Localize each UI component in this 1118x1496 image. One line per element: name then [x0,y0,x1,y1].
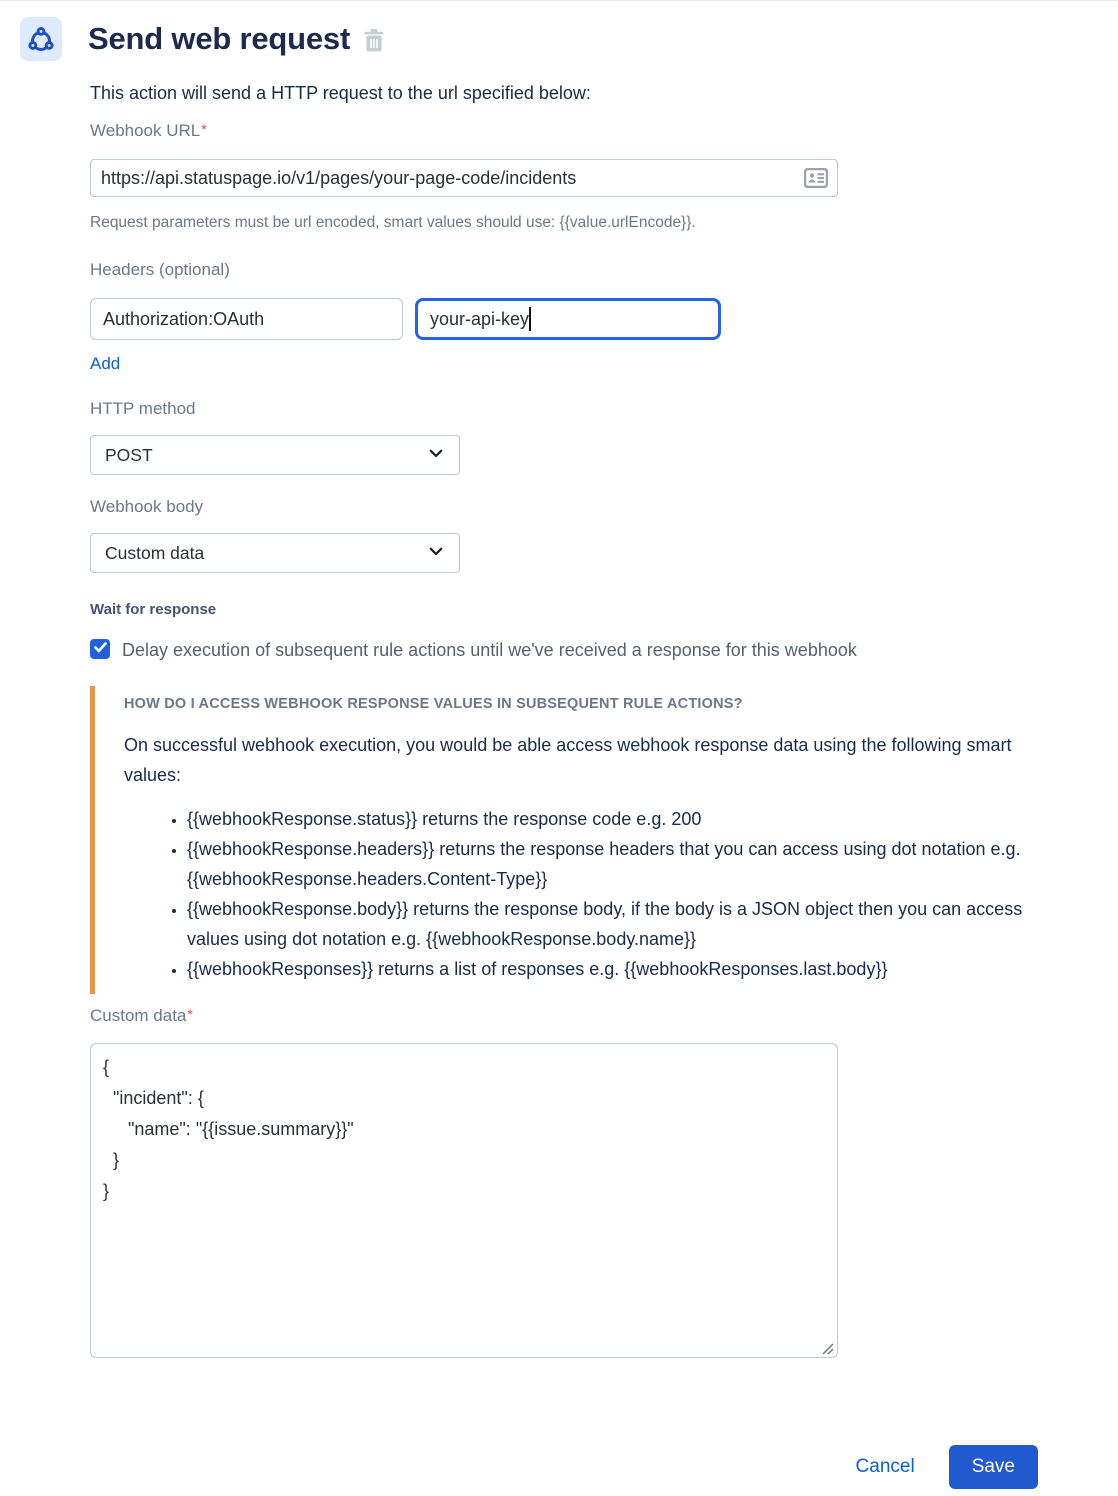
save-button[interactable]: Save [949,1445,1038,1489]
list-item: • {{webhookResponse.headers}} returns the response headers that you can access using dot notation e.g. {{webhookResponse.headers.Content-Type}} [187,834,1067,894]
list-item: • {{webhookResponse.status}} returns the response code e.g. 200 [187,804,1067,834]
delay-execution-label[interactable]: Delay execution of subsequent rule actions until we've received a response for this webhook [122,640,857,660]
delay-execution-checkbox[interactable] [90,639,110,659]
required-asterisk: * [187,1006,193,1022]
wait-for-response-label: Wait for response [90,601,217,618]
footer-actions [856,1445,1038,1489]
header-value-input[interactable] [415,298,721,340]
chevron-down-icon [427,444,445,467]
header-row-1 [90,298,1050,340]
contact-card-icon [804,175,828,192]
webhook-body-label: Webhook body [90,497,204,516]
custom-data-label: Custom data* [90,1006,193,1025]
resize-handle-icon[interactable] [820,1341,834,1355]
webhook-body-select[interactable] [90,533,460,573]
info-panel-heading: HOW DO I ACCESS WEBHOOK RESPONSE VALUES IN SUBSEQUENT RULE ACTIONS? [124,696,743,712]
smart-values-picker-button[interactable] [802,166,830,190]
add-header-link[interactable]: Add [90,354,121,373]
custom-data-textarea[interactable] [90,1043,838,1358]
trash-icon [362,41,386,58]
delete-action-button[interactable] [362,28,386,54]
header [20,17,1118,61]
smart-values-list [124,804,1055,984]
list-item: • {{webhookResponses}} returns a list of responses e.g. {{webhookResponses.last.body}} [187,954,1067,984]
action-form [90,83,1050,1363]
webhook-url-input[interactable] [90,159,838,197]
header-key-input[interactable] [90,298,403,340]
url-encoding-helper-text: Request parameters must be url encoded, smart values should use: {{value.urlEncode}}. [90,214,696,231]
webhook-icon [20,17,62,61]
list-item: • {{webhookResponse.body}} returns the response body, if the body is a JSON object then you can access values using dot notation e.g. {{webhookResponse.body.name}} [187,894,1067,954]
info-panel-intro: On successful webhook execution, you would be able access webhook response data using the following smart values: [124,735,1012,785]
action-description: This action will send a HTTP request to the url specified below: [90,83,591,103]
headers-label: Headers (optional) [90,260,230,279]
chevron-down-icon [427,542,445,565]
http-method-value: POST [105,444,153,465]
checkmark-icon [94,640,107,658]
page-title: Send web request [88,21,351,56]
required-asterisk: * [201,121,207,137]
webhook-response-info-panel [90,686,1055,994]
webhook-body-value: Custom data [105,542,205,563]
http-method-label: HTTP method [90,399,196,418]
webhook-url-label: Webhook URL* [90,121,207,140]
cancel-button[interactable]: Cancel [855,1456,915,1477]
http-method-select[interactable] [90,435,460,475]
